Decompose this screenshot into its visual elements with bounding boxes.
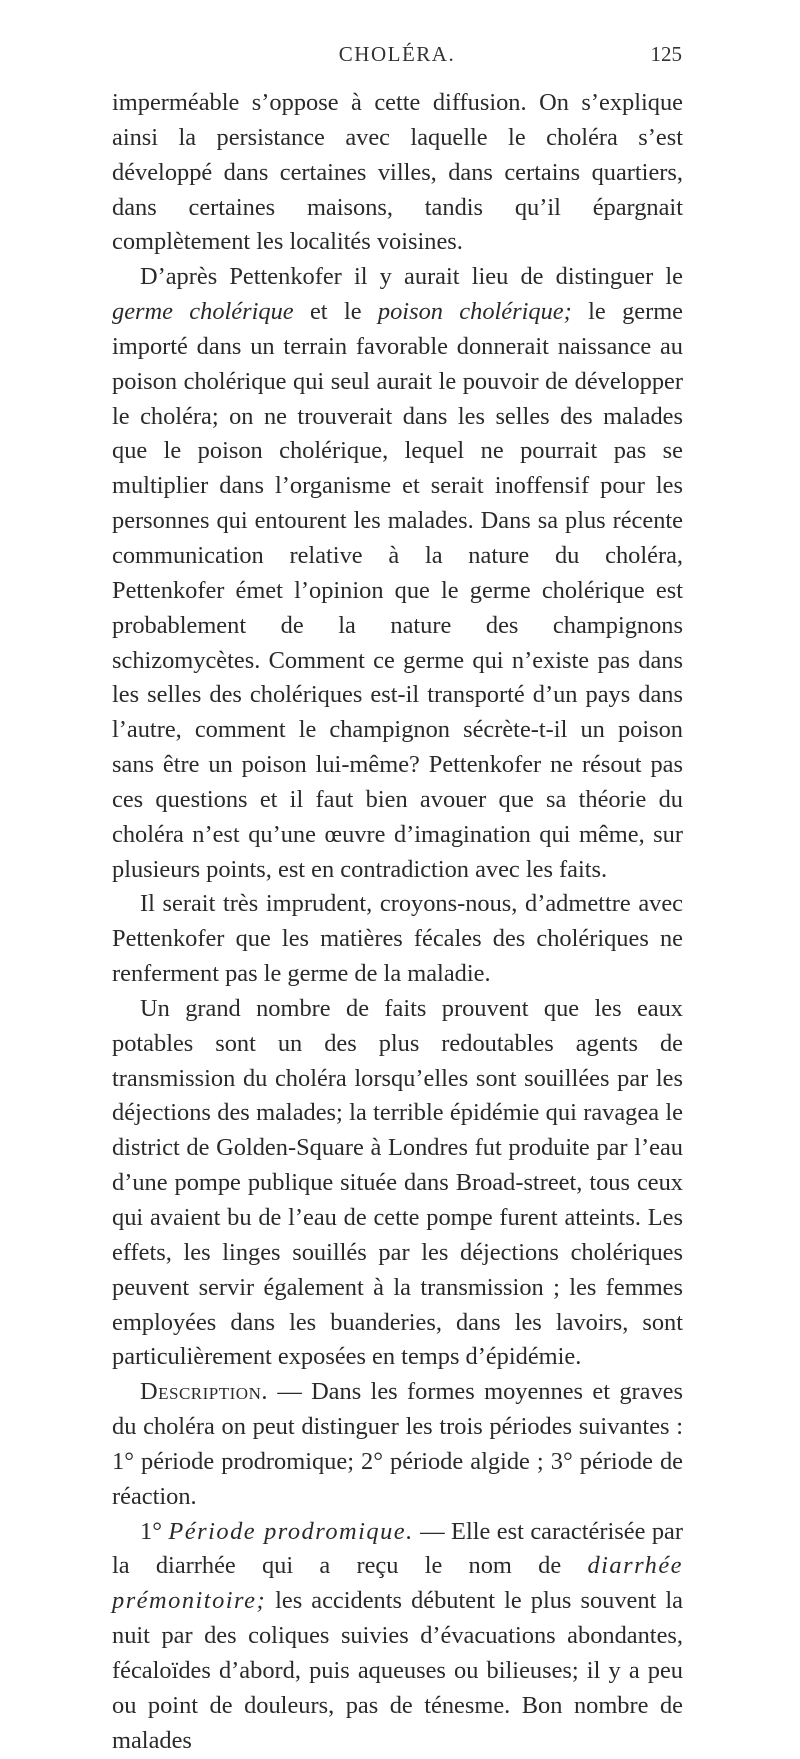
body-text	[112, 86, 683, 1759]
term-diarrhee-premonitoire: diarrhée prémonitoire;	[112, 1552, 683, 1615]
page-number: 125	[650, 42, 682, 66]
paragraph-3	[112, 887, 683, 992]
paragraph-5-text: — Dans les formes moyennes et graves du choléra on peut distinguer les trois périodes suivantes : 1° période prodromique; 2° période algide ; 3° période de réaction.	[112, 1378, 683, 1510]
paragraph-2-text-b: et le	[293, 298, 378, 326]
paragraph-6	[112, 1515, 683, 1759]
running-title: CHOLÉRA.	[338, 42, 456, 66]
paragraph-1	[112, 86, 683, 260]
paragraph-6-number: 1°	[140, 1517, 169, 1545]
paragraph-2-text-c: le germe importé dans un terrain favorable donnerait naissance au poison cholérique qui seul aurait le pouvoir de développer le choléra; on ne trouverait dans les selles des malades que le poison cholérique, lequel ne pourrait pas se multiplier dans l’organisme et serait inoffensif pour les personnes qui entourent les malades. Dans sa plus récente communication relative à la nature du choléra, Pettenkofer émet l’opinion que le germe cholérique est probablement de la nature des champignons schizomycètes. Comment ce germe qui n’existe pas dans les selles des cholériques est-il transporté d’un pays dans l’autre, comment le champignon sécrète-t-il un poison sans être un poison lui-même? Pettenkofer ne résout pas ces questions et il faut bien avouer que sa théorie du choléra n’est qu’une œuvre d’imagination qui même, sur plusieurs points, est en contradiction avec les faits.	[112, 298, 684, 883]
paragraph-1-text: imperméable s’oppose à cette diffusion. On s’explique ainsi la persistance avec laquelle le choléra s’est développé dans certaines villes, dans certains quartiers, dans certaines maisons, tandis qu’il épargnait complètement les localités voisines.	[112, 89, 683, 256]
paragraph-3-text: Il serait très imprudent, croyons-nous, d’admettre avec Pettenkofer que les matières fécales des cholériques ne renferment pas le germe de la maladie.	[112, 890, 683, 988]
paragraph-4	[112, 992, 683, 1375]
paragraph-6-text-a: — Elle est caractérisée par la diarrhée qui a reçu le nom de	[112, 1517, 683, 1580]
term-poison-cholerique: poison cholérique;	[377, 298, 572, 326]
page-header	[112, 42, 682, 82]
paragraph-4-text: Un grand nombre de faits prouvent que les eaux potables sont un des plus redoutables agents de transmission du choléra lorsqu’elles sont souillées par les déjections des malades; la terrible épidémie qui ravagea le district de Golden-Square à Londres fut produite par l’eau d’une pompe publique située dans Broad-street, tous ceux qui avaient bu de l’eau de cette pompe furent atteints. Les effets, les linges souillés par les déjections cholériques peuvent servir également à la transmission ; les femmes employées dans les buanderies, dans les lavoirs, sont particulièrement exposées en temps d’épidémie.	[112, 994, 683, 1371]
subheading-periode-prodromique: Période prodromique.	[168, 1517, 414, 1545]
paragraph-5	[112, 1375, 683, 1514]
paragraph-2	[112, 260, 683, 887]
section-heading-description: Description.	[140, 1378, 268, 1406]
paragraph-2-text-a: D’après Pettenkofer il y aurait lieu de distinguer le	[140, 263, 683, 291]
term-germe-cholerique: germe cholérique	[112, 298, 294, 326]
paragraph-6-text-b: les accidents débutent le plus souvent la nuit par des coliques suivies d’évacuations abondantes, fécaloïdes d’abord, puis aqueuses ou bilieuses; il y a peu ou point de douleurs, pas de ténesme. Bon nombre de malades	[112, 1587, 683, 1754]
